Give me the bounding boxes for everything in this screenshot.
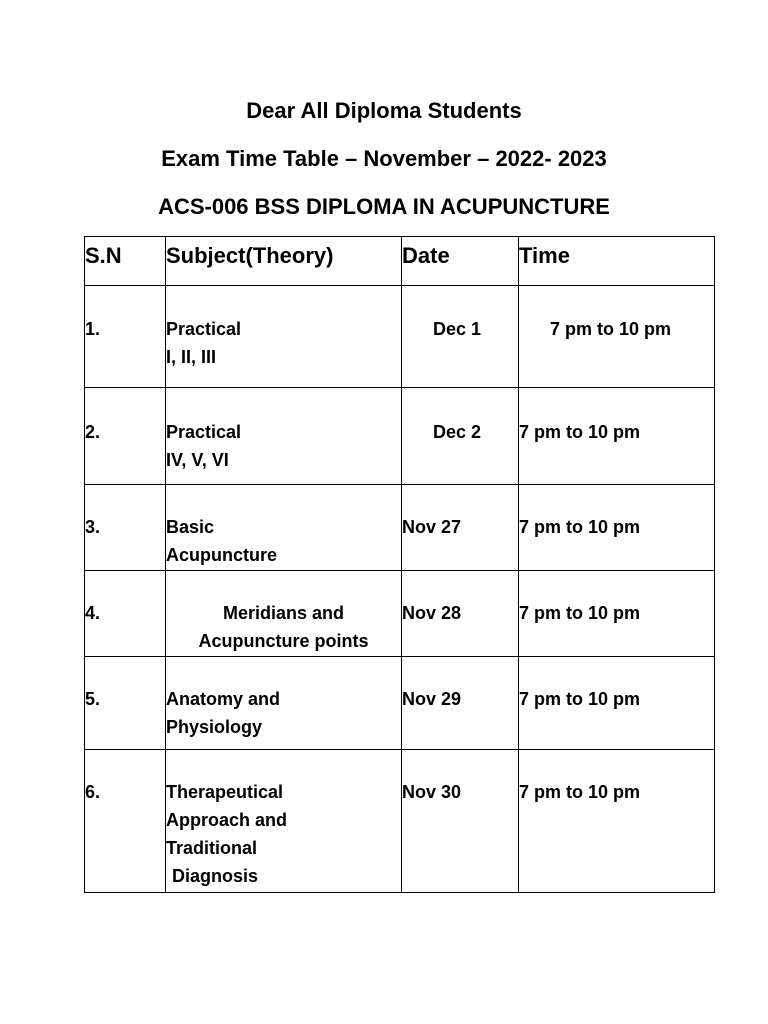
subject-line: Anatomy and — [166, 689, 281, 709]
serial-number: 3. — [85, 485, 166, 571]
subject-line: Practical — [166, 422, 242, 442]
course-title: ACS-006 BSS DIPLOMA IN ACUPUNCTURE — [158, 194, 610, 219]
subject-line: Acupuncture points — [198, 631, 369, 651]
serial-number: 1. — [85, 286, 166, 388]
exam-time: 7 pm to 10 pm — [519, 485, 715, 571]
table-header-row — [85, 237, 715, 286]
column-header-subject: Subject(Theory) — [166, 237, 402, 286]
exam-date: Dec 2 — [402, 388, 519, 485]
table-row — [85, 657, 715, 750]
subject-line: Meridians and — [222, 603, 345, 623]
subject-line: Traditional — [166, 838, 258, 858]
exam-date: Dec 1 — [402, 286, 519, 388]
serial-number: 4. — [85, 571, 166, 657]
table-row — [85, 388, 715, 485]
exam-time: 7 pm to 10 pm — [519, 286, 715, 388]
notice-greeting: Dear All Diploma Students — [246, 98, 522, 123]
serial-number: 2. — [85, 388, 166, 485]
exam-time: 7 pm to 10 pm — [519, 657, 715, 750]
subject-cell — [166, 485, 402, 571]
subject-line: Practical — [166, 319, 242, 339]
timetable-title: Exam Time Table – November – 2022- 2023 — [161, 146, 607, 171]
subject-cell — [166, 750, 402, 893]
subject-cell — [166, 657, 402, 750]
subject-line: Therapeutical — [166, 782, 284, 802]
subject-line: I, II, III — [166, 347, 217, 367]
table-row — [85, 286, 715, 388]
exam-time: 7 pm to 10 pm — [519, 750, 715, 893]
exam-date: Nov 27 — [402, 485, 519, 571]
subject-line: Acupuncture — [166, 545, 278, 565]
column-header-date: Date — [402, 237, 519, 286]
subject-line: IV, V, VI — [166, 450, 229, 470]
exam-time: 7 pm to 10 pm — [519, 388, 715, 485]
subject-line: Diagnosis — [172, 866, 259, 886]
column-header-sn: S.N — [85, 237, 166, 286]
exam-timetable — [84, 236, 715, 893]
subject-line: Physiology — [166, 717, 263, 737]
table-row — [85, 571, 715, 657]
exam-date: Nov 30 — [402, 750, 519, 893]
exam-date: Nov 29 — [402, 657, 519, 750]
table-row — [85, 750, 715, 893]
subject-cell — [166, 571, 402, 657]
subject-cell — [166, 286, 402, 388]
serial-number: 5. — [85, 657, 166, 750]
subject-line: Basic — [166, 517, 215, 537]
subject-line: Approach and — [166, 810, 288, 830]
exam-date: Nov 28 — [402, 571, 519, 657]
serial-number: 6. — [85, 750, 166, 893]
column-header-time: Time — [519, 237, 715, 286]
table-row — [85, 485, 715, 571]
subject-cell — [166, 388, 402, 485]
exam-time: 7 pm to 10 pm — [519, 571, 715, 657]
